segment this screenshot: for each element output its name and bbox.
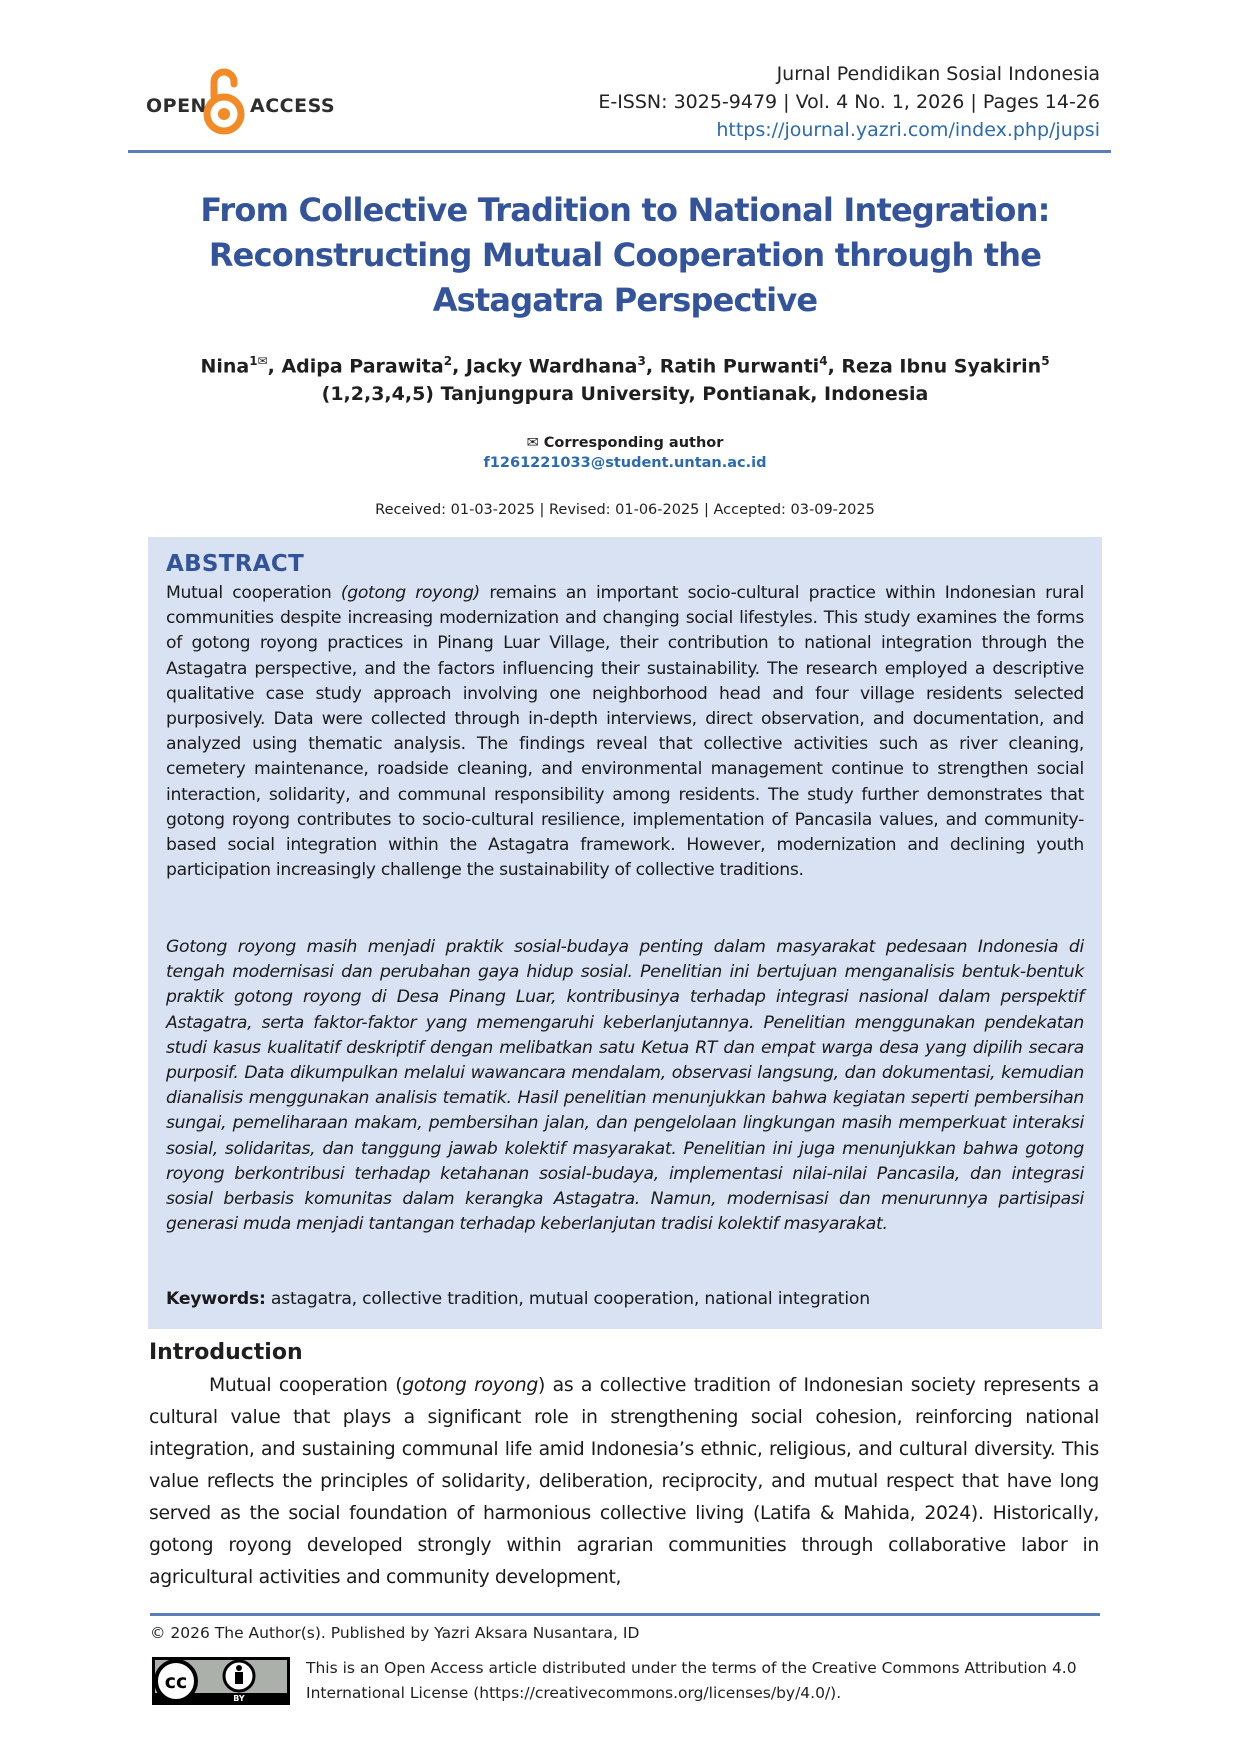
author-block xyxy=(130,347,1120,408)
abstract-english-italic: (gotong royong) xyxy=(340,583,480,603)
open-access-lock-icon xyxy=(202,62,246,138)
open-access-logo xyxy=(146,62,346,138)
author-sup: 2 xyxy=(443,354,453,368)
license-text: This is an Open Access article distributed under the terms of the Creative Commons Attribution 4.0 International License (https://creativecommons.org/licenses/by/4.0/). xyxy=(306,1659,1077,1702)
author-sup: 4 xyxy=(819,354,828,368)
issn-line: E-ISSN: 3025-9479 | Vol. 4 No. 1, 2026 | Pages 14-26 xyxy=(598,91,1100,113)
intro-rest: ) as a collective tradition of Indonesian society represents a cultural value that plays a significant role in strengthening social cohesion, reinforcing national integration, and sustaining communal life amid Indonesia’s ethnic, religious, and cultural diversity. This value reflects the principles of solidarity, deliberation, reciprocity, and mutual respect that have long served as the social foundation of harmonious collective living (Latifa & Mahida, 2024). Historically, gotong royong developed strongly within agrarian communities through collaborative labor in agricultural activities and community development, xyxy=(149,1375,1099,1588)
introduction-heading: Introduction xyxy=(149,1340,303,1365)
author-name: Nina xyxy=(200,355,250,378)
logo-access-text: ACCESS xyxy=(250,95,336,117)
abstract-english xyxy=(166,581,1084,883)
journal-info xyxy=(598,60,1100,144)
corresponding-author-block xyxy=(130,433,1120,473)
affiliation: (1,2,3,4,5) Tanjungpura University, Pontianak, Indonesia xyxy=(321,383,929,406)
keywords-line xyxy=(166,1289,1084,1309)
header-divider xyxy=(128,150,1111,153)
corresponding-label: ✉ Corresponding author xyxy=(526,435,724,451)
intro-italic: gotong royong xyxy=(402,1375,538,1396)
abstract-english-rest: remains an important socio-cultural practice within Indonesian rural communities despite increasing modernization and changing social lifestyles. This study examines the forms of gotong royong practices in Pinang Luar Village, their contribution to national integration through the Astagatra perspective, and the factors influencing their sustainability. The research employed a descriptive qualitative case study approach involving one neighborhood head and four village residents selected purposively. Data were collected through in-depth interviews, direct observation, and documentation, and analyzed using thematic analysis. The findings reveal that collective activities such as river cleaning, cemetery maintenance, roadside cleaning, and environmental management continue to strengthen social interaction, solidarity, and communal responsibility among residents. The study further demonstrates that gotong royong contributes to socio-cultural resilience, implementation of Pancasila values, and community-based social integration within the Astagatra framework. However, modernization and declining youth participation increasingly challenge the sustainability of collective traditions. xyxy=(166,583,1085,881)
cc-by-label: BY xyxy=(233,1694,245,1703)
abstract-indonesian: Gotong royong masih menjadi praktik sosial-budaya penting dalam masyarakat pedesaan Indonesia di tengah modernisasi dan perubahan gaya hidup sosial. Penelitian ini bertujuan menganalisis bentuk-bentuk praktik gotong royong di Desa Pinang Luar, kontribusinya terhadap integrasi nasional dalam perspektif Astagatra, serta faktor-faktor yang memengaruhi keberlanjutannya. Penelitian menggunakan pendekatan studi kasus kualitatif deskriptif dengan melibatkan satu Ketua RT dan empat warga desa yang dipilih secara purposif. Data dikumpulkan melalui wawancara mendalam, observasi langsung, dan dokumentasi, kemudian dianalisis menggunakan analisis tematik. Hasil penelitian menunjukkan bahwa kegiatan seperti pembersihan sungai, pemeliharaan makam, pembersihan jalan, dan pengelolaan lingkungan masih memperkuat interaksi sosial, solidaritas, dan tanggung jawab kolektif masyarakat. Penelitian ini juga menunjukkan bahwa gotong royong berkontribusi terhadap ketahanan sosial-budaya, implementasi nilai-nilai Pancasila, dan integrasi sosial berbasis komunitas dalam kerangka Astagatra. Namun, modernisasi dan menurunnya partisipasi generasi muda menjadi tantangan terhadap keberlanjutan tradisi kolektif masyarakat. xyxy=(166,937,1084,1235)
author-sup: 3 xyxy=(637,354,646,368)
author-sup: 5 xyxy=(1041,354,1050,368)
author-sup: 1✉ xyxy=(249,354,268,368)
author-name: Reza Ibnu Syakirin xyxy=(841,355,1042,378)
journal-url-link[interactable]: https://journal.yazri.com/index.php/jupsi xyxy=(716,119,1100,141)
journal-name: Jurnal Pendidikan Sosial Indonesia xyxy=(776,63,1100,85)
cc-by-license-badge[interactable] xyxy=(152,1657,290,1705)
svg-text:cc: cc xyxy=(164,1671,188,1693)
article-title: From Collective Tradition to National Integration: Reconstructing Mutual Cooperation through the Astagatra Perspective xyxy=(200,191,1050,319)
keywords-list: astagatra, collective tradition, mutual cooperation, national integration xyxy=(265,1289,870,1309)
intro-lead: Mutual cooperation ( xyxy=(209,1375,403,1396)
introduction-paragraph xyxy=(149,1370,1099,1594)
copyright-line: © 2026 The Author(s). Published by Yazri Aksara Nusantara, ID xyxy=(150,1624,640,1642)
author-list: Nina$^{1✉}$, Adipa Parawita$^2$, Jacky Wardhana$^3$, Ratih Purwanti$^4$, Reza Ibnu Syakirin$^5$ xyxy=(200,354,1050,378)
abstract-english-lead: Mutual cooperation xyxy=(166,583,341,603)
footer-divider xyxy=(150,1613,1100,1616)
corresponding-email-link[interactable]: f1261221033@student.untan.ac.id xyxy=(483,455,767,471)
author-name: Adipa Parawita xyxy=(281,355,444,378)
logo-open-text: OPEN xyxy=(146,95,207,117)
author-name: Ratih Purwanti xyxy=(659,355,820,378)
author-name: Jacky Wardhana xyxy=(465,355,638,378)
keywords-label: Keywords: xyxy=(166,1289,266,1309)
article-dates: Received: 01-03-2025 | Revised: 01-06-2025 | Accepted: 03-09-2025 xyxy=(375,502,875,518)
abstract-box xyxy=(148,537,1102,1329)
abstract-heading: ABSTRACT xyxy=(166,551,305,577)
